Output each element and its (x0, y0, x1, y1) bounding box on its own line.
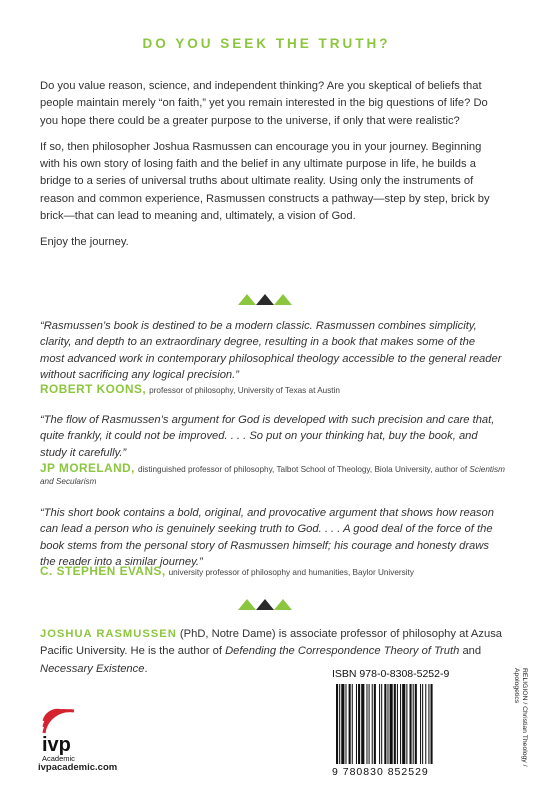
endorser-name: C. STEPHEN EVANS, (40, 564, 166, 578)
category-label: RELIGION / Christian Theology / Apologetics (513, 668, 528, 767)
barcode-bar (422, 684, 423, 764)
barcode-bar (400, 684, 401, 764)
barcode-bar (425, 684, 426, 764)
endorser-name: ROBERT KOONS, (40, 382, 147, 396)
bio-book-title: Necessary Existence (40, 662, 145, 675)
endorser-affiliation: professor of philosophy, University of Texas at Austin (149, 386, 340, 395)
barcode-bar (379, 684, 380, 764)
author-name: JOSHUA RASMUSSEN (40, 628, 177, 640)
blurb (40, 78, 502, 261)
barcode-bar (356, 684, 357, 764)
barcode-bar (381, 684, 382, 764)
bio-text: (PhD, Notre Dame) is associate professor of philosophy at Azusa Pacific University. He is the author of (40, 628, 503, 658)
isbn-label: ISBN 978-0-8308-5252-9 (332, 668, 450, 680)
logo-subtext: Academic (42, 754, 75, 763)
publisher-url: ivpacademic.com (38, 762, 118, 773)
headline: DO YOU SEEK THE TRUTH? (142, 36, 391, 51)
barcode-bar (339, 684, 340, 764)
triangle-divider-icon (238, 598, 294, 610)
barcode-bar (369, 684, 370, 764)
barcode-bar (415, 684, 417, 764)
barcode-bar (410, 684, 412, 764)
isbn-barcode (332, 668, 486, 778)
blurb-paragraph-3: Enjoy the journey. (40, 236, 129, 249)
ivp-logo-icon (38, 705, 98, 765)
endorsement-quote-2: “The flow of Rasmussen’s argument for God is developed with such precision and care that, quite frankly, it could not be improved. . . . So put on your thinking hat, buy the book, and study it carefully.” (40, 414, 495, 459)
blurb-paragraph-1: Do you value reason, science, and independent thinking? Are you skeptical of beliefs that people maintain merely “on faith,” yet you remain interested in the big questions of life? Do you hope there could be a greater purpose to the universe, if only that were realistic? (40, 80, 488, 127)
barcode-bar (402, 684, 405, 764)
blurb-paragraph-2: If so, then philosopher Joshua Rasmussen can encourage you in your journey. Beginning with his own story of losing faith and the belief in any ultimate purpose in life, he builds a bridge to a series of universal truths about ultimate reality. Using only the instruments of reason and common experience, Rasmussen constructs a pathway—step by step, brick by brick—that can lead to meaning and, ultimately, a vision of God. (40, 140, 490, 223)
barcode-bar (345, 684, 346, 764)
barcode-bar (428, 684, 429, 764)
barcode-bar (374, 684, 376, 764)
barcode-bar (420, 684, 421, 764)
bio-text: and (459, 645, 482, 658)
barcode-bar (372, 684, 373, 764)
barcode-bar (349, 684, 351, 764)
bio-book-title: Defending the Correspondence Theory of Truth (225, 645, 460, 658)
endorsement-quote-3: “This short book contains a bold, original, and provocative argument that shows how reason can lead a person who is genuinely seeking truth to God. . . . A good deal of the force of the book stems from the personal story of Rasmussen himself; his courage and honesty draws the reader into a similar journey.” (40, 507, 494, 568)
barcode-bar (352, 684, 353, 764)
barcode-bar (406, 684, 407, 764)
barcode-icon (332, 684, 486, 764)
barcode-bar (413, 684, 414, 764)
endorser-name: JP MORELAND, (40, 461, 135, 475)
logo-text: ivp (42, 734, 71, 756)
endorser-book: Scientism and Secularism (40, 465, 505, 486)
barcode-bar (358, 684, 360, 764)
barcode-bar (397, 684, 398, 764)
endorser-affiliation: university professor of philosophy and humanities, Baylor University (168, 568, 414, 577)
endorsement-attribution-2 (40, 463, 510, 487)
barcode-bar (336, 684, 338, 764)
endorsement-attribution-3 (40, 566, 510, 579)
isbn-digits: 9 780830 852529 (332, 766, 429, 778)
barcode-bar (366, 684, 367, 764)
endorsement-attribution-1 (40, 384, 510, 397)
barcode-bar (387, 684, 388, 764)
endorsement-quote-1: “Rasmussen’s book is destined to be a modern classic. Rasmussen combines simplicity, clarity, and depth to an extraordinary degree, resulting in a book that makes some of the most advanced work in contemporary philosophical theology accessible to the general reader without sacrificing any logical precision.” (40, 320, 502, 381)
barcode-bar (390, 684, 393, 764)
barcode-bar (341, 684, 344, 764)
barcode-bar (361, 684, 364, 764)
barcode-bar (394, 684, 396, 764)
barcode-bar (431, 684, 433, 764)
barcode-bar (384, 684, 386, 764)
bio-text: . (144, 662, 148, 675)
endorser-affiliation: distinguished professor of philosophy, Talbot School of Theology, Biola University, author of (137, 465, 468, 474)
triangle-divider-icon (238, 293, 294, 305)
